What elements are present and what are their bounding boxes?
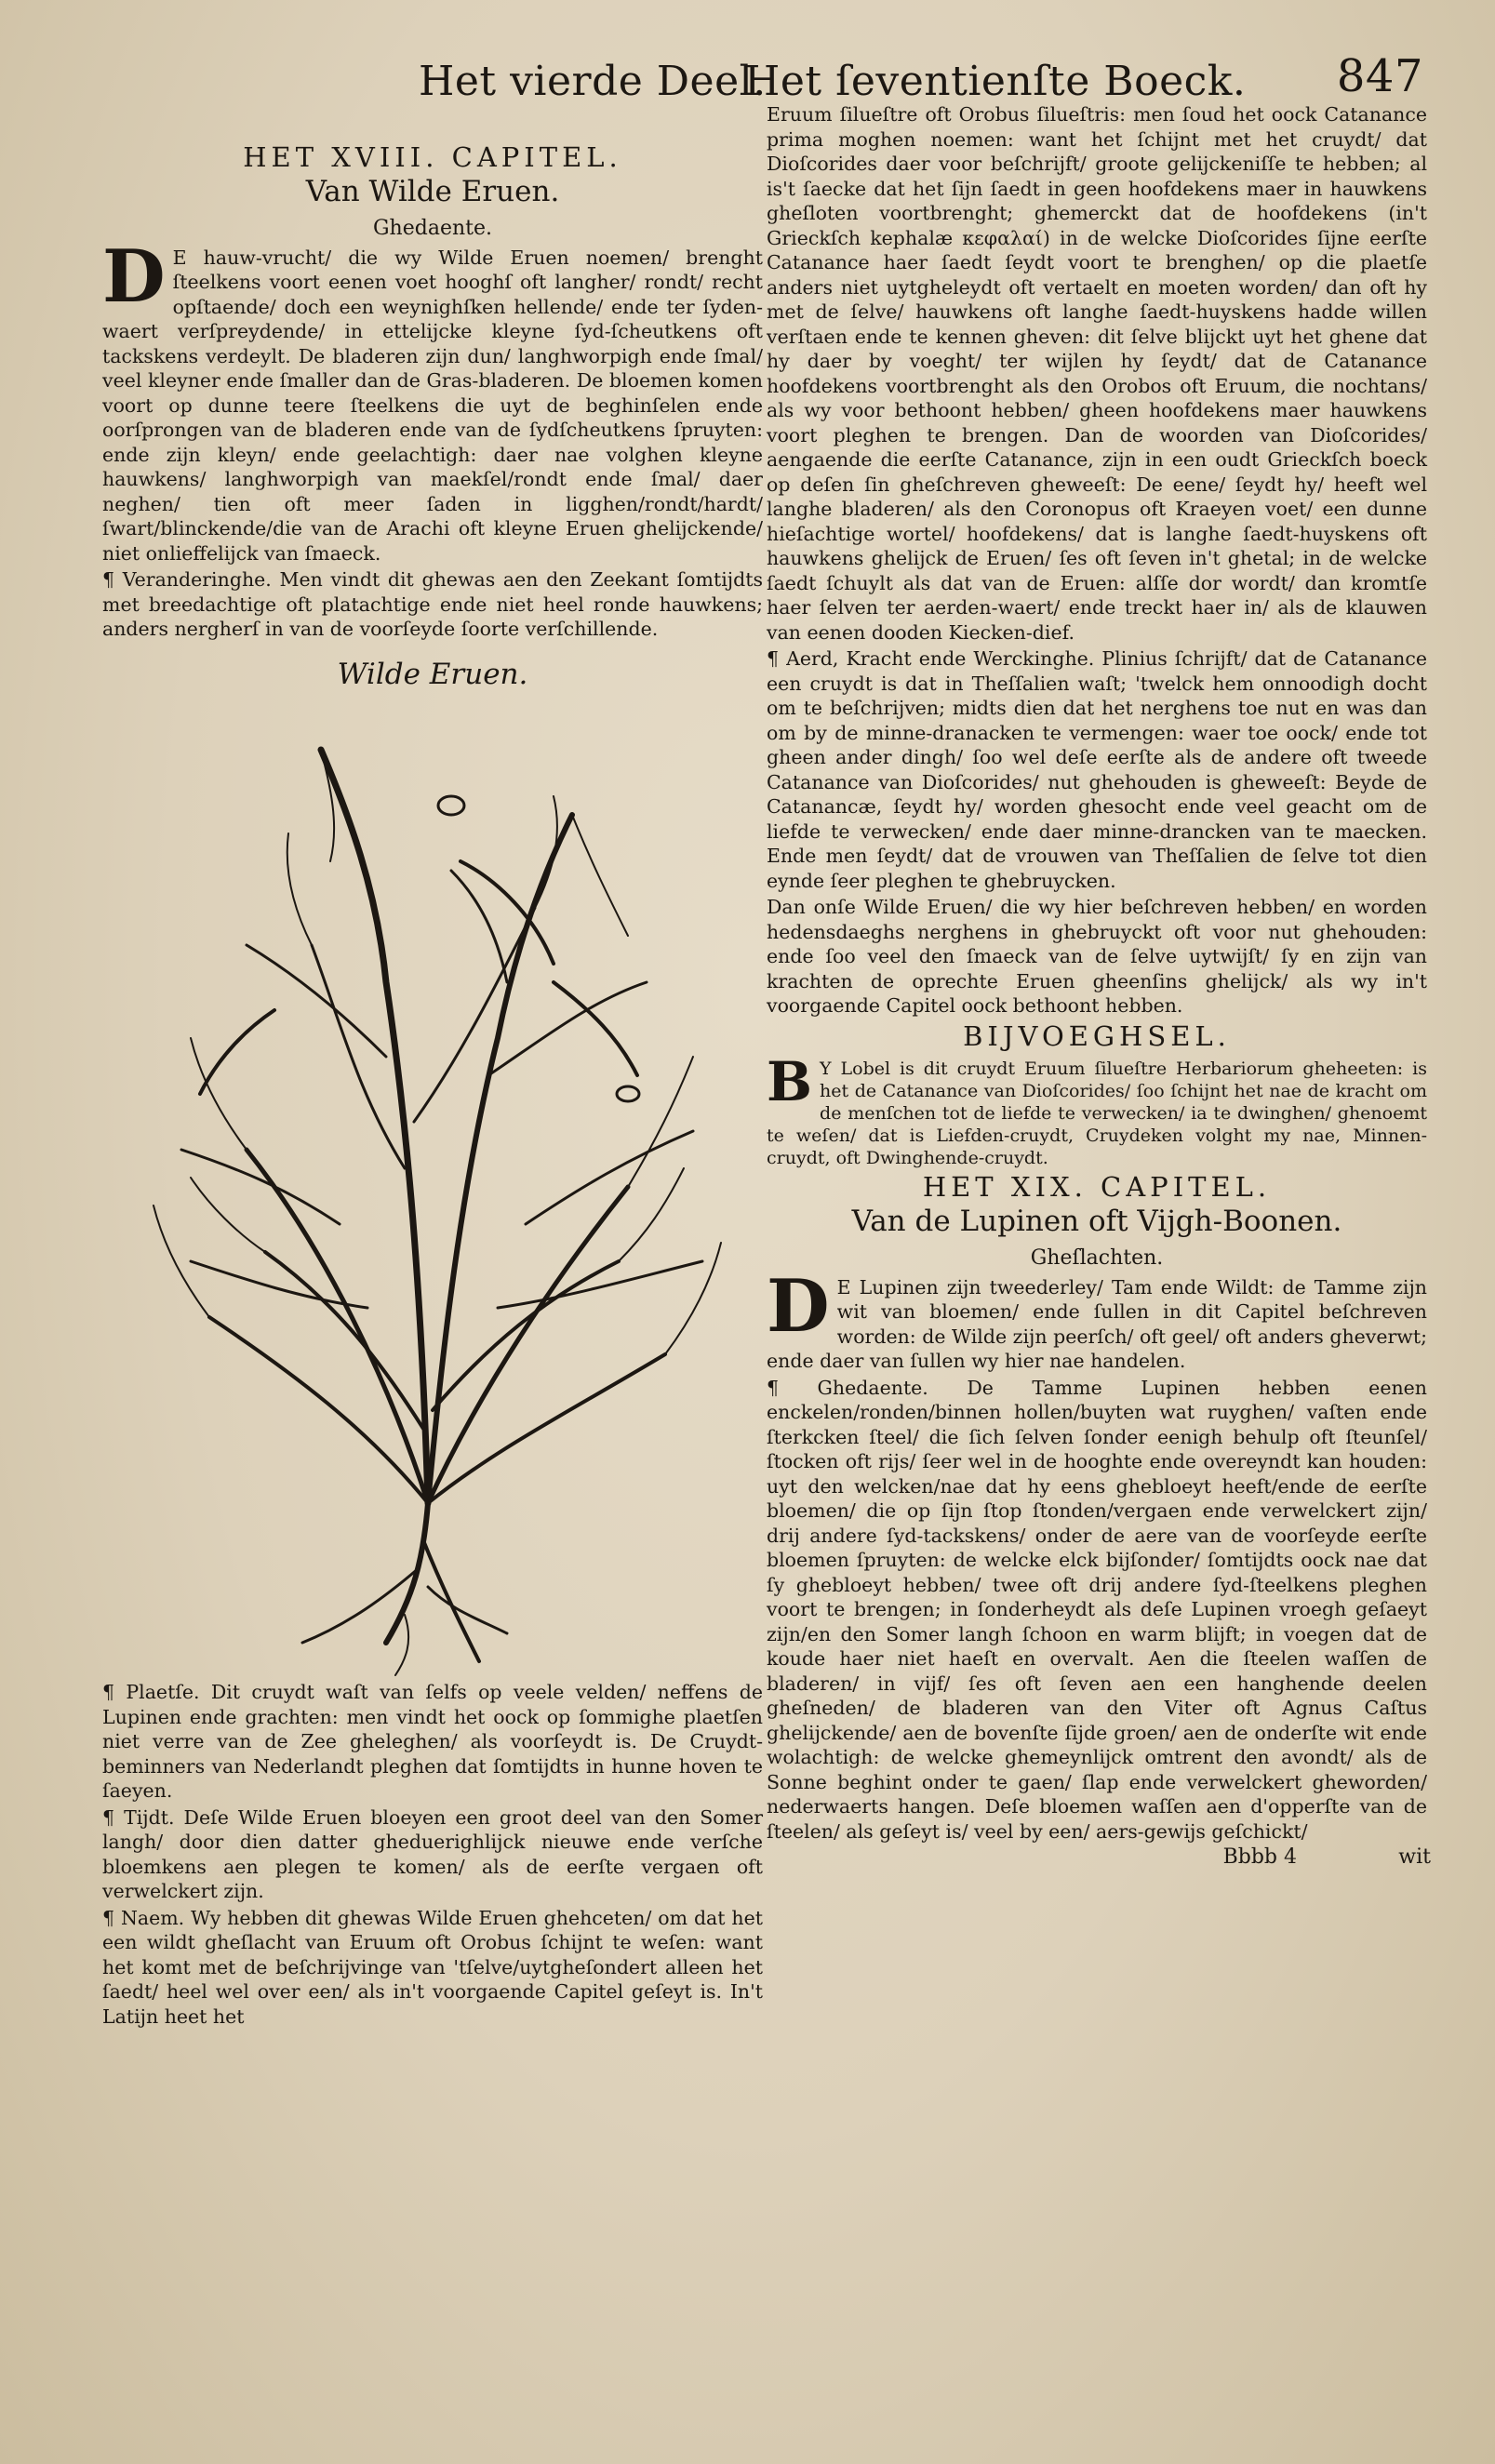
running-head-left: Het vierde Deel. — [419, 58, 767, 105]
chapter-xviii-subtitle: Van Wilde Eruen. — [305, 174, 560, 208]
paragraph-ghedaente-text: E hauw-vrucht/ die wy Wilde Eruen noemen/ brenght ſteelkens voort eenen voet hooghſ oft langher/ rondt/ recht opſtaende/ doch een weynighſken hellende/ ende ter ſyden-waert verſpreydende/ in ettelijcke kleyne ſyd-ſcheutkens oft tackskens verdeylt. De bladeren zijn dun/ langhworpigh ende ſmal/ veel kleyner ende ſmaller dan de Gras-bladeren. De bloemen komen voort op dunne teere ſteelkens die uyt de beghinſelen ende oorſprongen van de bladeren ende van de ſydſcheutkens ſpruyten: ende zijn kleyn/ ende geelachtigh: daer nae volghen kleyne hauwkens/ langhworpigh van maekſel/rondt ende ſmal/ daer neghen/ tien oft meer ſaden in ligghen/rondt/hardt/ſwart/blinckende/die van de Arachi oft kleyne Eruen ghelijckende/ niet onlieffelijck van ſmaeck. — [102, 246, 763, 565]
woodcut-illustration — [107, 703, 758, 1680]
right-column — [767, 102, 1431, 1871]
paragraph-tijdt: ¶ Tijdt. Deſe Wilde Eruen bloeyen een groot deel van den Somer langh/ door dien datter gheduerighlijck nieuwe ende verſche bloemkens aen plegen te komen/ als de eerſte vergaen oft verwelckert zijn. — [102, 1805, 763, 1902]
paragraph-onse-wilde-eruen: Dan onſe Wilde Eruen/ die wy hier beſchreven hebben/ en worden hedensdaeghs nerghens in ghebruyckt oft voor nut ghehouden: ende ſoo veel den ſmaeck van de ſelve uytwijſt/ ſy en zijn van krachten de oprechte Eruen gheenſins ghelijck/ als wy in't voorgaende Capitel oock bethoont hebben. — [767, 896, 1427, 1017]
paragraph-bijvoeghsel — [767, 1050, 1427, 1169]
catchword: wit — [1398, 1845, 1431, 1869]
paragraph-geslachten — [767, 1263, 1427, 1374]
section-ghedaente: Ghedaente. — [372, 217, 492, 240]
chapter-xix-subtitle: Van de Lupinen oft Vijgh-Boonen. — [851, 1204, 1342, 1238]
left-column — [102, 140, 763, 2031]
page-number: 847 — [1336, 50, 1423, 102]
signature-line — [767, 1845, 1431, 1871]
paragraph-ghedaente-lupinen: ¶ Ghedaente. De Tamme Lupinen hebben eenen enckelen/ronden/binnen hollen/buyten wat ruyghen/ vaſten ende ſterkcken ſteel/ die ſich ſelven ſonder eenigh behulp oft ſteunſel/ſtocken oft rijs/ ſeer wel in de hooghte ende overeyndt kan houden: uyt den welcken/nae dat hy eens ghebloeyt heeft/ende de eerſte bloemen/ die op ſijn ſtop ſtonden/vergaen ende verwelckert zijn/ drij andere ſyd-tackskens/ onder de aere van de voorſeyde eerſte bloemen ſpruyten: de welcke elck bijſonder/ ſomtijdts oock nae dat ſy ghebloeyt hebben/ twee oft drij andere ſyd-ſteelkens pleghen voort te brengen; in ſonderheydt als deſe Lupinen vroegh geſaeyt zijn/en den Somer langh ſchoon en warm blijft; in voegen dat de koude haer niet haeſt en overvalt. Aen die ſteelen waſſen de bladeren/ in vijf/ ſes oft ſeven aen een hanghende deelen gheſneden/ de bladeren van den Viter oft Agnus Caſtus ghelijckende/ aen de bovenſte ſijde groen/ aen de onderſte wit ende wolachtigh: de welcke ghemeynlijck omtrent den avondt/ als de Sonne beghint onder te gaen/ ſlap ende verwelckert ghewоrden/ nederwaerts hangen. Deſe bloemen waſſen aen d'opperſte van de ſteelen/ als geſeyt is/ veel by een/ aers-gewijs geſchickt/ — [767, 1376, 1427, 1843]
paragraph-veranderinghe: ¶ Veranderinghe. Men vindt dit ghewas aen den Zeekant ſomtijdts met breedachtige oft platachtige ende niet heel ronde hauwkens; anders nergherſ in van de voorſeyde ſoorte verſchillende. — [102, 568, 763, 640]
paragraph-bijvoeghsel-text: Y Lobel is dit cruydt Eruum ſilueſtre Herbariorum gheheeten: is het de Catanance van Dioſcorides/ ſoo ſchijnt het nae de kracht om de menſchen tot de liefde te verwecken/ ia te dwinghen/ ghenoemt te weſen/ dat is Liefden-cruydt, Cruydeken volght my nae, Minnen-cruydt, oft Dwinghende-cruydt. — [767, 1059, 1427, 1168]
plant-woodcut-icon — [107, 703, 758, 1680]
paragraph-geslachten-text: E Lupinen zijn tweederley/ Tam ende Wildt: de Tamme zijn wit van bloemen/ ende ſullen in dit Capitel beſchreven worden: de Wilde zijn peerſch/ oft geel/ oft anders gheverwt; ende daer van ſullen wy hier nae handelen. — [767, 1275, 1427, 1372]
paragraph-naem-continued: Eruum ſilueſtre oft Orobus ſilueſtris: men ſoud het oock Catanance prima moghen noemen: want het ſchijnt met het cruydt/ dat Dioſcorides daer voor beſchrijft/ groote gelijckeniſſe te hebben; al is't ſaecke dat het ſijn ſaedt in geen hoofdekens maer in hauwkens gheſloten voortbrenght; ghemerckt dat de hoofdekens (in't Grieckſch kephalæ κεφαλαί) in de welcke Dioſcorides ſijne eerſte Catanance haer ſaedt ſeydt voort te brenghen/ op die plaetſe anders niet uytgheleydt oft vertaelt en moeten worden/ dan oft hy met de ſelve/ hauwkens oft langhe ſaedt-huyskens hadde willen verſtaen ende te kennen gheven: dit ſelve blijckt uyt het ghene dat hy daer by voeght/ ter wijlen hy ſeydt/ dat de Catanance hoofdekens voortbrenght als den Orobos oft Eruum, die nochtans/ als wy voor bethoont hebben/ gheen hoofdekens maer hauwkens voort pleghen te brengen. Dan de woorden van Dioſcorides/ aengaende die eerſte Catanance, zijn in een oudt Grieckſch boeck op deſen ſin gheſchreven ghewеeſt: De eene/ ſeydt hy/ heeft wel langhe bladeren/ als den Coronopus oft Kraeyen voet/ een dunne hieſachtige wortel/ hoofdekens/ dat is langhe ſaedt-huyskens oft hauwkens ghelijck de Eruen/ ſes oft ſeven in't ghetal; in de welcke ſaedt ſchuylt als dat van de Eruen: alſſe dor wordt/ dan kromtſe haer ſelven ter aerden-waert/ ende treckt haer in/ als de klauwen van eenen dooden Kiecken-dief. — [767, 103, 1427, 644]
figure-caption: Wilde Eruen. — [337, 657, 528, 691]
running-head-right: Het ſeventienſte Boeck. — [744, 58, 1247, 105]
drop-cap: D — [102, 233, 166, 319]
paragraph-naem: ¶ Naem. Wy hebben dit ghewas Wilde Eruen ghehceten/ om dat het een wildt gheſlacht van Eruum oft Orobus ſchijnt te weſen: want het komt met de beſchrijvinge van 'tſelve/uytgheſondert alleen het ſaedt/ heel wel over een/ als in't voorgaende Capitel geſeyt is. In't Latijn heet het — [102, 1906, 763, 2028]
paragraph-ghedaente — [102, 233, 763, 566]
chapter-xviii-title: HET XVIII. CAPITEL. — [243, 141, 622, 173]
paragraph-aerd-kracht: ¶ Aerd, Kracht ende Werckinghe. Plinius ſchrijft/ dat de Catanance een cruydt is dat in Theſſalien waſt; 'twelck hem onnoodigh docht om te beſchrijven; midts dien dat het nerghens toe nut en was dan om by de minne-dranacken te vermengen: waer toe oock/ ende tot gheen ander dingh/ ſoo wel deſe eerſte als de andere oft tweede Catanance van Dioſcorides/ nut ghehouden is ghewееſt: Beyde de Catanancæ, ſeydt hy/ worden ghesocht ende veel geacht om de liefde te verwecken/ ende daer minne-drancken van te maecken. Ende men ſeydt/ dat de vrouwen van Theſſalien de ſelve tot dien eynde ſeer pleghen te ghebruycken. — [767, 647, 1427, 892]
signature-mark: Bbbb 4 — [1222, 1845, 1297, 1869]
chapter-xix-title: HET XIX. CAPITEL. — [922, 1171, 1272, 1203]
drop-cap-d: D — [767, 1263, 830, 1349]
paragraph-plaetse: ¶ Plaetſe. Dit cruydt waſt van ſelfs op veele velden/ neffens de Lupinen ende grachten: men vindt het oock op ſommighe plaetſen niet verre van de Zee gheleghen/ als voorſeydt is. De Cruydt-beminners van Nederlandt pleghen dat ſomtijdts in hunne hoven te ſaeyen. — [102, 1681, 763, 1802]
bijvoeghsel-title: BIJVOEGHSEL. — [963, 1019, 1231, 1052]
section-geslachten: Gheſlachten. — [1030, 1246, 1164, 1270]
drop-cap-b: B — [767, 1050, 813, 1113]
